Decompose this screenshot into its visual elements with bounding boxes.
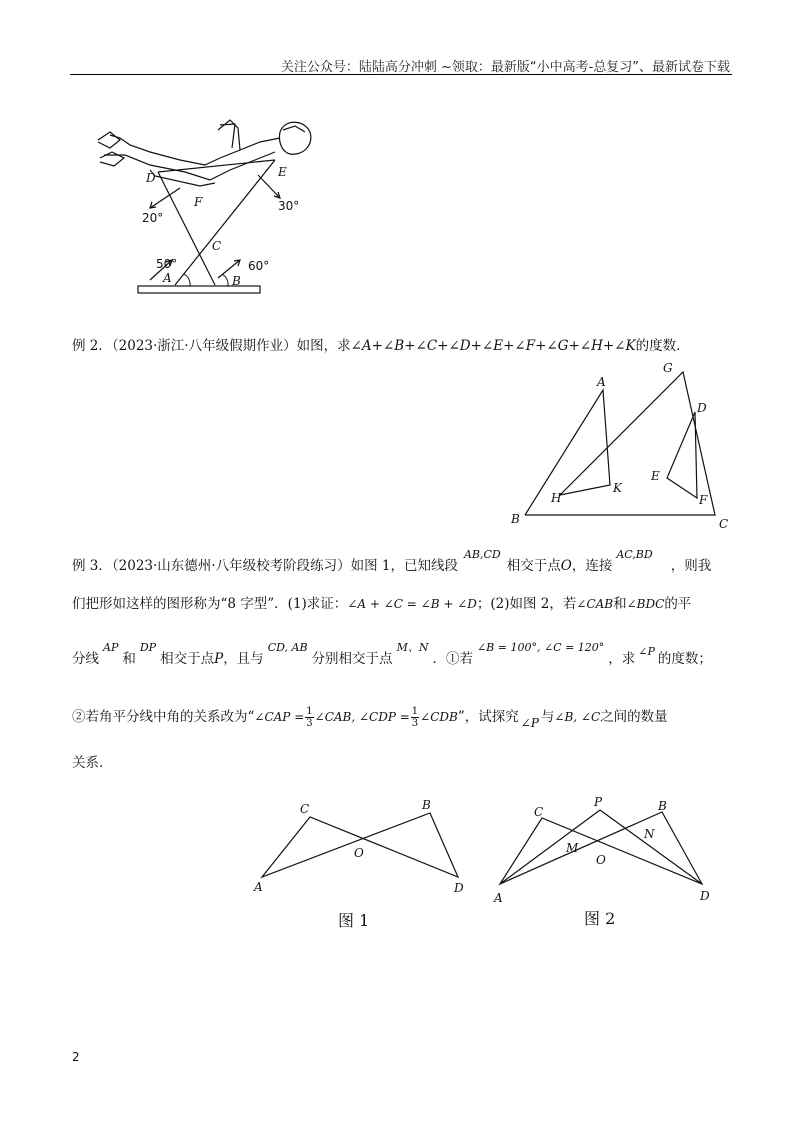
page-number: 2 bbox=[72, 1050, 80, 1064]
angle-20: 20° bbox=[142, 211, 164, 225]
ex3-l1c: ，连接 bbox=[571, 558, 613, 574]
label-f: F bbox=[194, 195, 203, 209]
label-e: E bbox=[278, 165, 287, 179]
figure-8-shape-2 bbox=[490, 790, 720, 910]
example-3-prefix: 例 3． bbox=[72, 558, 112, 574]
header-rule bbox=[70, 74, 732, 75]
ex3-l4c: 与 bbox=[540, 709, 555, 725]
frac-den-2: 3 bbox=[411, 718, 419, 729]
ex3-angle-p2: ∠P bbox=[520, 716, 539, 730]
ex3-l1d: ，则我 bbox=[670, 558, 712, 574]
fig2-label-n: N bbox=[644, 827, 655, 841]
figure-2-caption: 图 2 bbox=[584, 909, 616, 928]
fig2-label-m: M bbox=[566, 841, 579, 855]
ex3-mn: M、N bbox=[396, 641, 429, 654]
reclining-person-figure bbox=[90, 110, 330, 300]
example-2-prefix: 例 2． bbox=[72, 338, 112, 354]
fraction-1 bbox=[305, 706, 313, 729]
segment-de bbox=[158, 160, 275, 172]
angle-30: 30° bbox=[278, 199, 300, 213]
ex3-point-p: P bbox=[214, 651, 224, 667]
example-3-source: （2023·山东德州·八年级校考阶段练习） bbox=[111, 558, 351, 574]
ex3-seg1: AB,CD bbox=[463, 548, 501, 561]
example-2-text bbox=[72, 335, 690, 357]
ex3-seg3: CD, AB bbox=[267, 641, 308, 654]
ex2-label-f: F bbox=[699, 493, 708, 507]
example-2-figure bbox=[505, 360, 740, 535]
ex2-label-k: K bbox=[613, 481, 622, 495]
ex3-angle-bc: ∠B, ∠C bbox=[554, 710, 601, 724]
ex2-label-a: A bbox=[597, 375, 606, 389]
fig2-label-p: P bbox=[594, 795, 603, 809]
fig2-label-b: B bbox=[658, 799, 667, 813]
label-c: C bbox=[212, 239, 222, 253]
fig2-label-o: O bbox=[596, 853, 606, 867]
ex3-l4d: 之间的数量 bbox=[600, 709, 668, 725]
example-2-source: （2023·浙江·八年级假期作业） bbox=[111, 338, 297, 354]
figure-1-caption: 图 1 bbox=[338, 911, 370, 930]
fig2-label-a: A bbox=[494, 891, 503, 905]
eight-shape-2 bbox=[500, 812, 702, 884]
ex3-l3c: 相交于点 bbox=[160, 651, 215, 667]
ex2-label-g: G bbox=[663, 361, 673, 375]
triangle-def bbox=[667, 412, 697, 498]
ex3-point-o: O bbox=[560, 558, 572, 574]
ex3-seg2: AC,BD bbox=[616, 548, 653, 561]
fig1-label-d: D bbox=[454, 881, 464, 895]
label-a: A bbox=[163, 271, 172, 285]
ex3-l2a: 们把形如这样的图形称为“8 字型”．(1)求证： bbox=[72, 596, 348, 612]
arrow-20 bbox=[150, 188, 180, 208]
frac-den-1: 3 bbox=[306, 718, 313, 729]
ex2-label-c: C bbox=[719, 517, 729, 531]
ex3-l3f: ．①若 bbox=[432, 651, 473, 667]
ex2-label-d: D bbox=[697, 401, 707, 415]
bisector-dp bbox=[600, 810, 702, 884]
ex2-label-h: H bbox=[551, 491, 562, 505]
arrow-30 bbox=[258, 175, 280, 198]
angle-60: 60° bbox=[248, 259, 270, 273]
fig1-label-b: B bbox=[422, 798, 431, 812]
example-3-line-1 bbox=[72, 548, 712, 578]
ex3-l3e: 分别相交于点 bbox=[311, 651, 393, 667]
fig1-label-a: A bbox=[254, 880, 263, 894]
ex3-l1b: 相交于点 bbox=[506, 558, 561, 574]
frac-num-2: 1 bbox=[411, 706, 419, 717]
fig1-label-o: O bbox=[354, 846, 364, 860]
ex3-angle-p: ∠P bbox=[638, 645, 655, 658]
ex3-ang1: ∠CAB bbox=[576, 597, 614, 611]
ex3-l3d: ，且与 bbox=[223, 651, 264, 667]
ex3-cond2a: ∠CAP = bbox=[254, 710, 305, 724]
page-header: 关注公众号：陆陆高分冲刺 ~领取：最新版“小中高考-总复习”、最新试卷下载 bbox=[280, 60, 730, 75]
mirror-base bbox=[138, 286, 260, 293]
fraction-2 bbox=[411, 706, 419, 729]
ex3-cond: ∠B = 100°, ∠C = 120° bbox=[476, 641, 605, 654]
example-2-text2: 的度数． bbox=[635, 338, 690, 354]
example-3-line-4 bbox=[72, 706, 668, 729]
example-3-line-2 bbox=[72, 593, 691, 615]
label-b: B bbox=[232, 274, 241, 288]
eight-shape-1 bbox=[262, 813, 458, 877]
ex3-dp: DP bbox=[139, 641, 157, 654]
ex3-l4b: ”，试探究 bbox=[457, 709, 519, 725]
fig1-label-c: C bbox=[300, 802, 310, 816]
frac-num-1: 1 bbox=[306, 706, 313, 717]
ex3-l1a: 如图 1，已知线段 bbox=[350, 558, 458, 574]
example-2-expression: ∠A+∠B+∠C+∠D+∠E+∠F+∠G+∠H+∠K bbox=[350, 338, 636, 354]
ex3-cond2c: ∠CDB bbox=[420, 710, 458, 724]
ex3-eq1: ∠A + ∠C = ∠B + ∠D bbox=[347, 597, 477, 611]
ex3-l4a: ②若角平分线中角的关系改为“ bbox=[72, 709, 255, 725]
ex3-l2d: 的平 bbox=[664, 596, 692, 612]
ex3-cond2b: ∠CAB, ∠CDP = bbox=[314, 710, 410, 724]
fig2-label-d: D bbox=[700, 889, 710, 903]
example-3-line-5: 关系． bbox=[72, 755, 113, 771]
ex3-l3g: ，求 bbox=[608, 651, 636, 667]
ex3-l3h: 的度数； bbox=[657, 651, 712, 667]
ex3-l3b: 和 bbox=[122, 651, 136, 667]
ex3-l2c: 和 bbox=[613, 596, 627, 612]
angle-50: 50° bbox=[156, 257, 178, 271]
label-d: D bbox=[146, 171, 156, 185]
fig2-label-c: C bbox=[534, 805, 544, 819]
figure-8-shape-1 bbox=[250, 795, 480, 900]
ex2-label-b: B bbox=[511, 512, 520, 526]
ex3-ap: AP bbox=[103, 641, 119, 654]
example-2-text1: 如图，求 bbox=[296, 338, 351, 354]
ex3-ang2: ∠BDC bbox=[626, 597, 665, 611]
ex2-label-e: E bbox=[651, 469, 660, 483]
ex3-l3a: 分线 bbox=[72, 651, 99, 667]
ex3-l2b: ；(2)如图 2，若 bbox=[476, 596, 577, 612]
